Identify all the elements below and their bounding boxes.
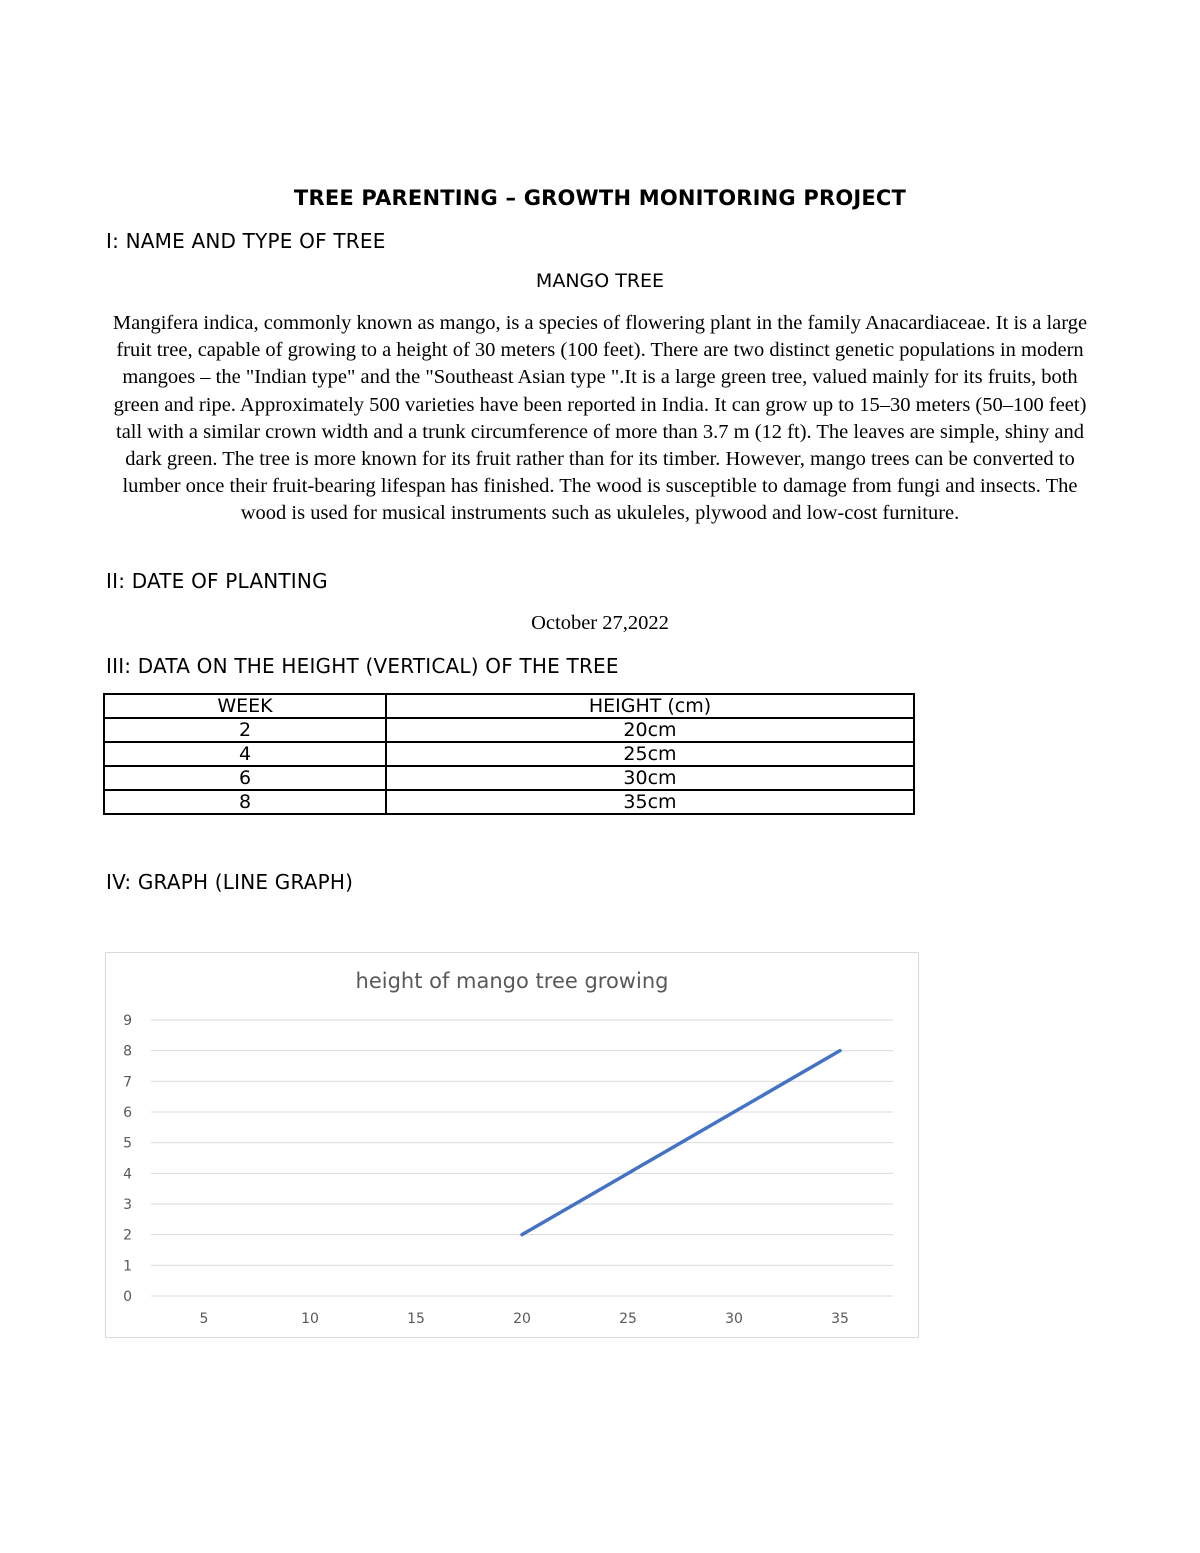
y-tick-label: 5 [123, 1135, 132, 1152]
x-tick-label: 10 [301, 1311, 319, 1327]
x-tick-label: 20 [513, 1311, 531, 1327]
table-header-height: HEIGHT (cm) [386, 694, 914, 718]
chart-title: height of mango tree growing [355, 969, 669, 993]
x-tick-label: 30 [725, 1311, 743, 1327]
y-tick-label: 7 [123, 1074, 132, 1091]
table-cell-height: 25cm [386, 742, 914, 766]
y-tick-label: 3 [123, 1197, 132, 1213]
line-chart [105, 952, 919, 1338]
tree-name: MANGO TREE [535, 270, 665, 292]
table-row [104, 742, 914, 766]
section-heading-graph: IV: GRAPH (LINE GRAPH) [106, 870, 354, 894]
table-header-row [104, 694, 914, 718]
x-tick-label: 15 [407, 1311, 425, 1327]
table-row [104, 790, 914, 814]
y-tick-label: 0 [123, 1289, 132, 1305]
x-tick-label: 25 [619, 1311, 637, 1327]
section-heading-name-type: I: NAME AND TYPE OF TREE [106, 229, 386, 253]
y-tick-label: 2 [123, 1227, 132, 1244]
tree-description: Mangifera indica, commonly known as mango, is a species of flowering plant in the family Anacardiaceae. It is a large fruit tree, capable of growing to a height of 30 meters (100 feet). There are two distinct genetic populations in modern mangoes – the "Indian type" and the "Southeast Asian type ".It is a large green tree, valued mainly for its fruits, both green and ripe. Approximately 500 varieties have been reported in India. It can grow up to 15–30 meters (50–100 feet) tall with a similar crown width and a trunk circumference of more than 3.7 m (12 ft). The leaves are simple, shiny and dark green. The tree is more known for its fruit rather than for its timber. However, mango trees can be converted to lumber once their fruit-bearing lifespan has finished. The wood is susceptible to damage from fungi and insects. The wood is used for musical instruments such as ukuleles, plywood and low-cost furniture. [112, 312, 1088, 525]
table-cell-height: 20cm [386, 718, 914, 742]
x-tick-label: 5 [199, 1311, 209, 1327]
table-cell-week: 6 [104, 766, 386, 790]
chart-plot-area [106, 953, 918, 1337]
section-heading-date-of-planting: II: DATE OF PLANTING [106, 569, 328, 593]
table-cell-week: 4 [104, 742, 386, 766]
section-heading-height-data: III: DATA ON THE HEIGHT (VERTICAL) OF THE TREE [106, 654, 619, 678]
x-tick-label: 35 [831, 1311, 849, 1327]
y-tick-label: 1 [123, 1258, 132, 1275]
table-cell-week: 2 [104, 718, 386, 742]
y-tick-label: 8 [123, 1043, 132, 1060]
y-tick-label: 9 [123, 1013, 132, 1029]
y-tick-label: 4 [123, 1166, 132, 1183]
table-row [104, 766, 914, 790]
table-cell-height: 35cm [386, 790, 914, 814]
table-row [104, 718, 914, 742]
table-header-week: WEEK [104, 694, 386, 718]
table-cell-week: 8 [104, 790, 386, 814]
table-cell-height: 30cm [386, 766, 914, 790]
planting-date: October 27,2022 [531, 612, 669, 634]
y-tick-label: 6 [123, 1105, 132, 1121]
document-title: TREE PARENTING – GROWTH MONITORING PROJECT [293, 186, 907, 210]
height-data-table [103, 693, 915, 815]
